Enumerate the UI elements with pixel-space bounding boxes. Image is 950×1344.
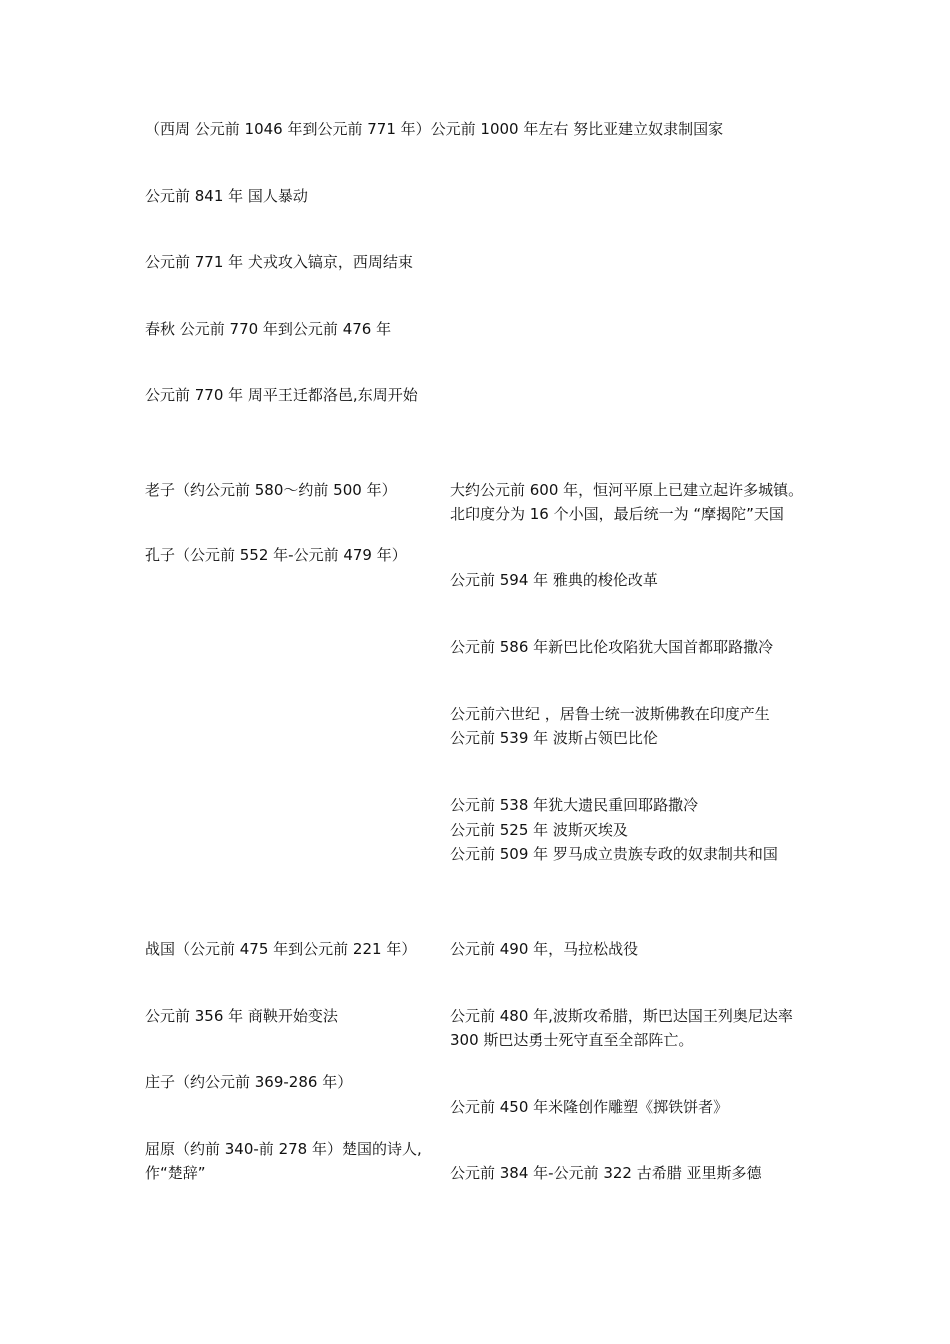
right-entry-538bc: 公元前 538 年犹大遗民重回耶路撒冷 [450, 796, 699, 814]
right-entry-525bc: 公元前 525 年 波斯灭埃及 [450, 821, 628, 839]
left-entry-zhuangzi: 庄子（约公元前 369-286 年） [145, 1073, 353, 1091]
timeline-entry-770bc: 公元前 770 年 周平王迁都洛邑,东周开始 [145, 386, 418, 404]
left-entry-qu-yuan-continued: 作“楚辞” [145, 1164, 206, 1182]
right-entry-509bc: 公元前 509 年 罗马成立贵族专政的奴隶制共和国 [450, 845, 778, 863]
right-entry-thermopylae-continued: 300 斯巴达勇士死守直至全部阵亡。 [450, 1031, 694, 1049]
right-entry-aristotle: 公元前 384 年-公元前 322 古希腊 亚里斯多德 [450, 1164, 762, 1182]
timeline-entry-spring-autumn: 春秋 公元前 770 年到公元前 476 年 [145, 320, 392, 338]
right-entry-ganges: 大约公元前 600 年，恒河平原上已建立起许多城镇。 [450, 481, 804, 499]
right-entry-babylon-jerusalem: 公元前 586 年新巴比伦攻陷犹大国首都耶路撒冷 [450, 638, 774, 656]
right-entry-539bc: 公元前 539 年 波斯占领巴比伦 [450, 729, 658, 747]
right-entry-thermopylae: 公元前 480 年,波斯攻希腊，斯巴达国王列奥尼达率 [450, 1007, 793, 1025]
right-entry-solon: 公元前 594 年 雅典的梭伦改革 [450, 571, 658, 589]
left-entry-warring-states: 战国（公元前 475 年到公元前 221 年） [145, 940, 417, 958]
right-entry-marathon: 公元前 490 年，马拉松战役 [450, 940, 639, 958]
timeline-entry-771bc: 公元前 771 年 犬戎攻入镐京，西周结束 [145, 253, 413, 271]
right-entry-north-india: 北印度分为 16 个小国，最后统一为 “摩揭陀”天国 [450, 505, 784, 523]
timeline-entry-841bc: 公元前 841 年 国人暴动 [145, 187, 308, 205]
left-entry-shang-yang: 公元前 356 年 商鞅开始变法 [145, 1007, 338, 1025]
timeline-entry-western-zhou: （西周 公元前 1046 年到公元前 771 年）公元前 1000 年左右 努比亚建立奴隶制国家 [145, 120, 724, 138]
right-entry-myron: 公元前 450 年米隆创作雕塑《掷铁饼者》 [450, 1098, 729, 1116]
left-entry-laozi: 老子（约公元前 580～约前 500 年） [145, 481, 397, 499]
right-entry-cyrus: 公元前六世纪 ，居鲁士统一波斯佛教在印度产生 [450, 705, 770, 723]
left-entry-qu-yuan: 屈原（约前 340-前 278 年）楚国的诗人, [145, 1140, 422, 1158]
left-entry-confucius: 孔子（公元前 552 年-公元前 479 年） [145, 546, 407, 564]
